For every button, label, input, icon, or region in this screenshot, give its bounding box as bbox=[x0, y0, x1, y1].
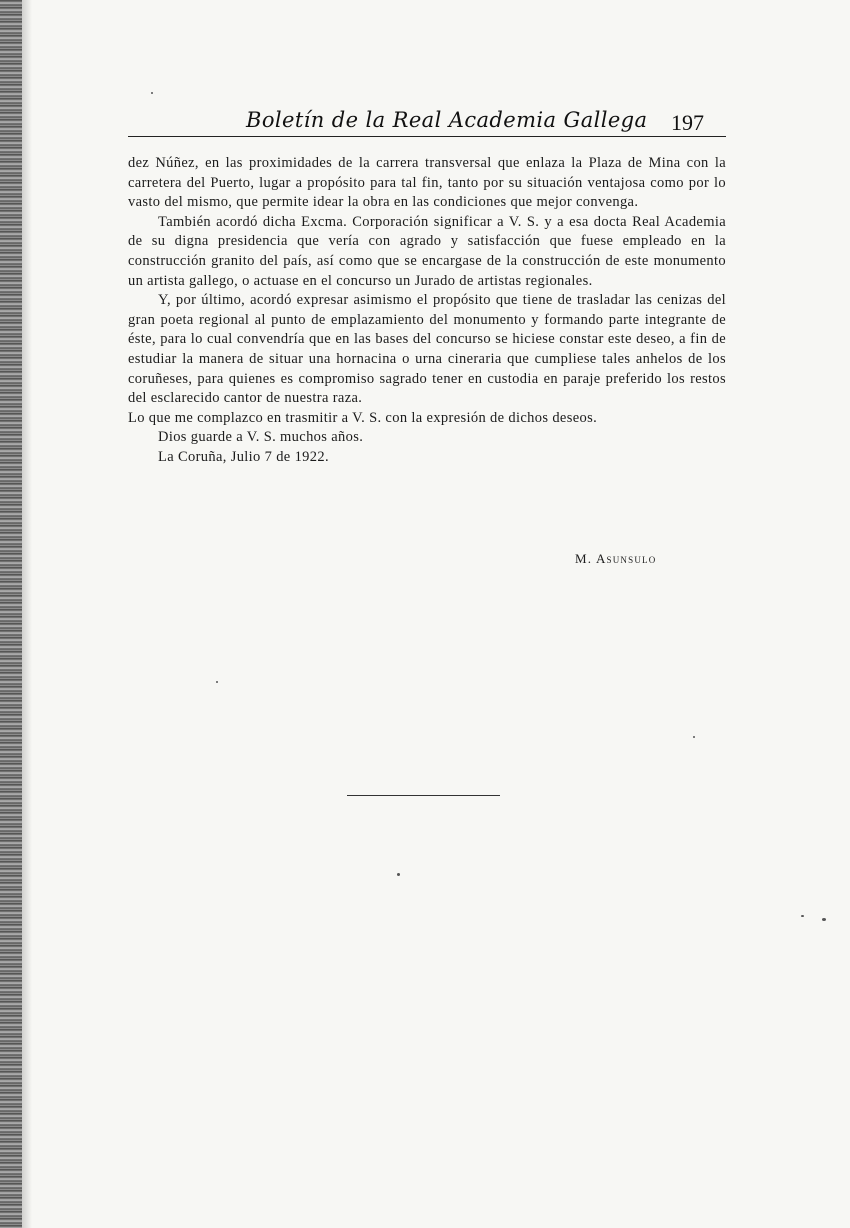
print-speck bbox=[801, 915, 804, 917]
paragraph: dez Núñez, en las proximidades de la carrera transversal que enlaza la Plaza de Mina con la carretera del Puerto, lugar a propósito para tal fin, tanto por su situación ventajosa como por lo vasto del mismo, que permite idear la obra en las condiciones que mejor convenga. bbox=[128, 155, 726, 211]
paragraph: Y, por último, acordó expresar asimismo el propósito que tiene de trasladar las cenizas del gran poeta regional al punto de emplazamiento del monumento y formando parte integrante de éste, para lo cual convendría que en las bases del concurso se hiciese constar este deseo, a fin de estudiar la manera de situar una hornacina o urna cineraria que cumpliese tales anhelos de los coruñeses, para quienes es compromiso sagrado tener en custodia en paraje preferido los restos del esclarecido cantor de nuestra raza. bbox=[128, 292, 726, 407]
print-speck bbox=[151, 92, 153, 94]
print-speck bbox=[693, 736, 695, 738]
place-date: La Coruña, Julio 7 de 1922. bbox=[158, 448, 329, 465]
page-binding-edge bbox=[0, 0, 22, 1228]
page-header bbox=[128, 104, 726, 137]
paragraph: Lo que me complazco en trasmitir a V. S. con la expresión de dichos deseos. bbox=[128, 409, 598, 426]
closing-salutation: Dios guarde a V. S. muchos años. bbox=[158, 429, 364, 446]
letter-body bbox=[128, 154, 726, 468]
print-speck bbox=[397, 873, 400, 876]
paragraph: También acordó dicha Excma. Corporación significar a V. S. y a esa docta Real Academia de su digna presidencia que vería con agrado y satisfacción que fuese empleado en la construcción granito del país, así como que se encargase de la construcción de este monumento un artista gallego, o actuase en el concurso un Jurado de artistas regionales. bbox=[128, 213, 726, 289]
page-number: 197 bbox=[671, 110, 704, 135]
signature: M. Asunsulo bbox=[575, 551, 657, 566]
print-speck bbox=[216, 681, 218, 683]
running-title: Boletín de la Real Academia Gallega bbox=[246, 108, 648, 132]
print-speck bbox=[822, 918, 826, 921]
end-rule bbox=[347, 795, 500, 796]
